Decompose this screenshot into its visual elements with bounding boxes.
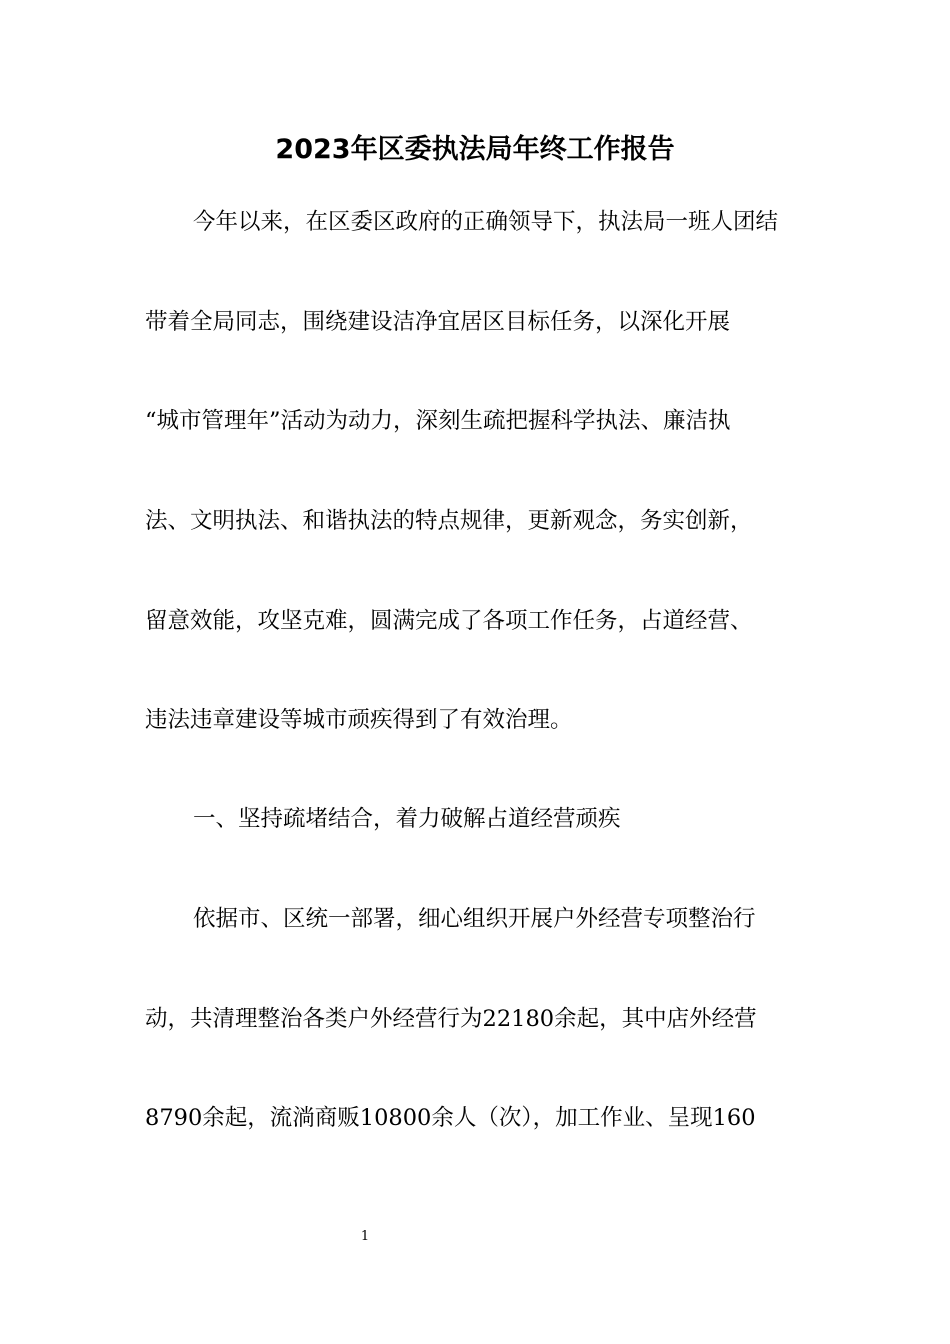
- page-number: 1: [360, 1229, 370, 1244]
- paragraph-1-line-1: 今年以来，在区委区政府的正确领导下，执法局一班人团结: [193, 209, 779, 235]
- paragraph-1-line-5: 留意效能，攻坚克难，圆满完成了各项工作任务，占道经营、: [145, 608, 753, 634]
- paragraph-1-line-3: “城市管理年”活动为动力，深刻生疏把握科学执法、廉洁执: [145, 408, 731, 434]
- section-heading-1: 一、坚持疏堵结合，着力破解占道经营顽疾: [193, 806, 621, 832]
- paragraph-2-line-2: 动，共清理整治各类户外经营行为22180余起，其中店外经营: [145, 1006, 757, 1032]
- document-title: 2023年区委执法局年终工作报告: [275, 134, 675, 165]
- paragraph-2-line-3: 8790余起，流淌商贩10800余人（次），加工作业、呈现160: [145, 1105, 756, 1131]
- paragraph-1-line-4: 法、文明执法、和谐执法的特点规律，更新观念，务实创新，: [145, 508, 753, 534]
- paragraph-1-line-6: 违法违章建设等城市顽疾得到了有效治理。: [145, 707, 573, 733]
- paragraph-1-line-2: 带着全局同志，围绕建设洁净宜居区目标任务，以深化开展: [145, 309, 731, 335]
- paragraph-2-line-1: 依据市、区统一部署，细心组织开展户外经营专项整治行: [193, 906, 756, 932]
